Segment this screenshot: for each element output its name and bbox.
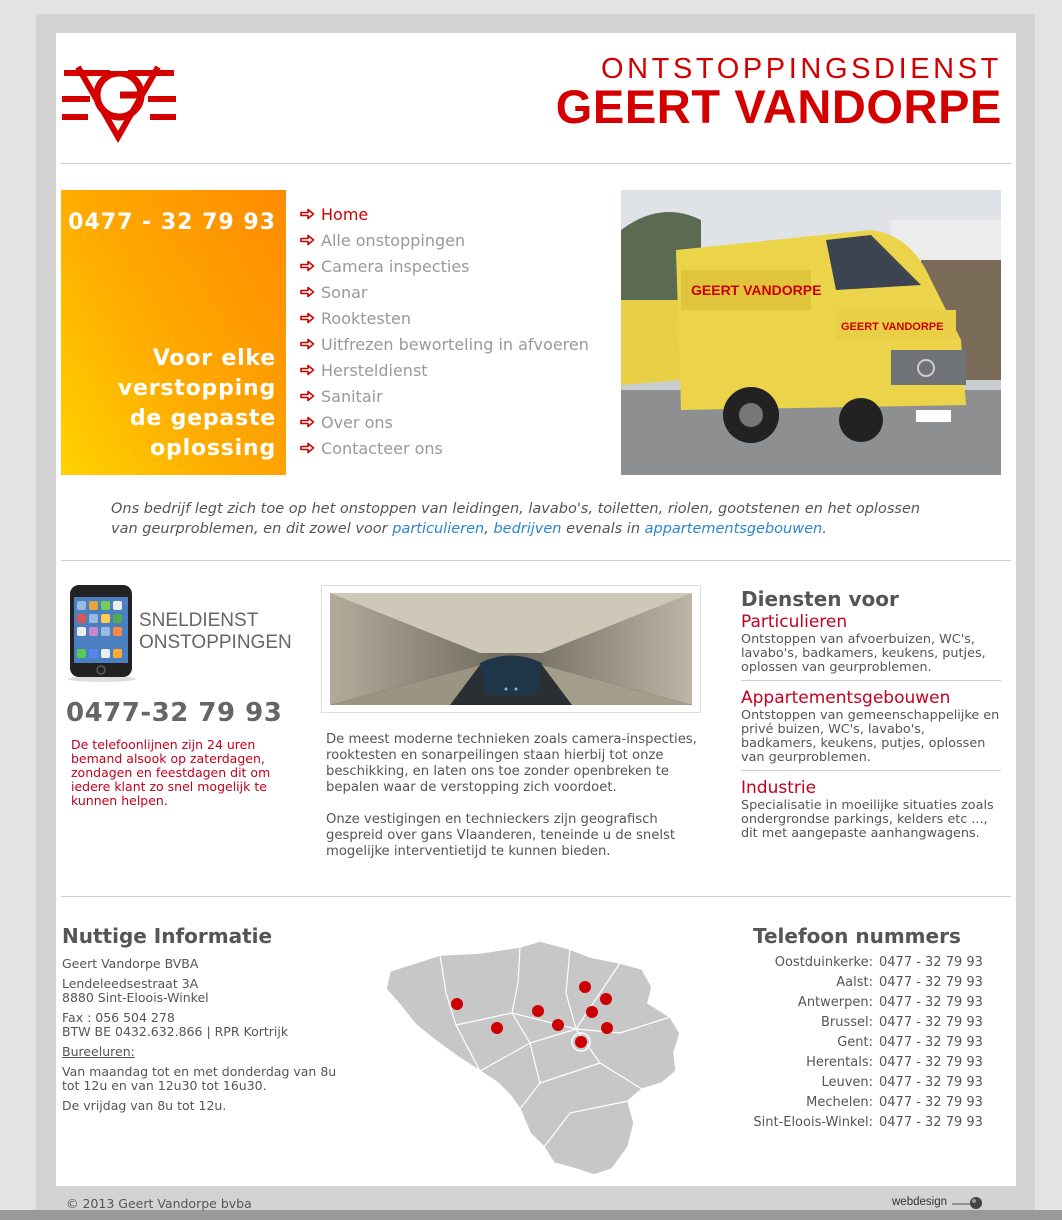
table-row [753,1052,983,1072]
arrow-right-icon [300,416,315,428]
techniques-text [326,732,711,876]
menu-item-label: Contacteer ons [321,438,443,458]
phone-value[interactable]: 0477 - 32 79 93 [879,1074,983,1090]
menu-item-label: Camera inspecties [321,256,470,276]
sneldienst-line: ONSTOPPINGEN [139,632,292,653]
service-link-appartementsgebouwen[interactable]: Appartementsgebouwen [741,688,951,708]
svg-text:GEERT VANDORPE: GEERT VANDORPE [841,321,944,333]
slogan-line: verstopping [117,376,276,401]
menu-item-label: Sanitair [321,386,383,406]
table-row [753,1032,983,1052]
table-row [753,1112,983,1132]
arrow-right-icon [300,338,315,350]
slogan-line: oplossing [150,436,276,461]
city-label: Leuven: [821,1074,873,1090]
services-title: Diensten voor [741,587,899,611]
table-row [753,1012,983,1032]
bottom-bar [0,1210,1062,1220]
city-label: Gent: [837,1034,873,1050]
intro-text-a: Ons bedrijf legt zich toe op het onstoppen van leidingen, lavabo's, toiletten, riolen, gootstenen en het oplossen van geurproblemen, en dit zowel voor [111,501,921,537]
table-row [753,972,983,992]
sneldienst-note: De telefoonlijnen zijn 24 uren bemand alsook op zaterdagen, zondagen en feestdagen dit om iedere klant zo snel mogelijk te kunnen helpen. [71,737,271,808]
divider [61,896,1011,897]
hero-banner [61,190,286,475]
table-row [753,1072,983,1092]
main-menu [300,201,589,461]
divider [61,163,1011,164]
city-label: Herentals: [806,1054,873,1070]
menu-item-hersteldienst[interactable] [300,357,589,383]
webdesign-logo-icon[interactable] [952,1195,992,1211]
phone-value[interactable]: 0477 - 32 79 93 [879,1094,983,1110]
city-label: Sint-Eloois-Winkel: [753,1114,873,1130]
office-hours-label: Bureeluren: [62,1044,135,1059]
service-link-industrie[interactable]: Industrie [741,778,817,798]
link-particulieren[interactable]: particulieren [392,521,485,537]
arrow-right-icon [300,442,315,454]
menu-item-label: Home [321,204,369,224]
table-row [753,992,983,1012]
service-link-particulieren[interactable]: Particulieren [741,612,848,632]
phone-numbers [753,924,993,1132]
city-label: Oostduinkerke: [774,954,873,970]
gv-logo-icon[interactable] [60,55,178,143]
hero-phone[interactable]: 0477 - 32 79 93 [68,210,276,235]
menu-item-contacteer-ons[interactable] [300,435,589,461]
office-hours-friday: De vrijdag van 8u tot 12u. [62,1098,227,1113]
hero-slogan [66,344,276,464]
table-row [753,1092,983,1112]
menu-item-sonar[interactable] [300,279,589,305]
phone-value[interactable]: 0477 - 32 79 93 [879,1014,983,1030]
services-panel [741,587,1001,852]
copyright: © 2013 Geert Vandorpe bvba [66,1196,252,1211]
slogan-line: de gepaste [129,406,276,431]
menu-item-label: Hersteldienst [321,360,428,380]
intro-separator: , [484,521,494,537]
techniques-paragraph: De meest moderne technieken zoals camera-inspecties, rooktesten en sonarpeilingen staan hierbij tot onze beschikking, en laten ons toe zonder openbreken te bepalen waar de verstopping zich voordoet. [326,732,697,795]
locations-paragraph: Onze vestigingen en technieckers zijn geografisch gespreid over gans Vlaanderen, teneinde u de snelst mogelijke interventietijd te kunnen bieden. [326,812,676,859]
menu-item-alle-onstoppingen[interactable] [300,227,589,253]
phone-value[interactable]: 0477 - 32 79 93 [879,1034,983,1050]
intro-text-c: . [822,521,827,537]
sewer-tunnel-photo [330,593,692,705]
city-label: Aalst: [836,974,873,990]
table-row [753,952,983,972]
company-name: Geert Vandorpe BVBA [62,956,199,971]
menu-item-over-ons[interactable] [300,409,589,435]
divider [61,560,1011,561]
city-label: Mechelen: [806,1094,873,1110]
service-section [741,777,1001,846]
phone-numbers-title: Telefoon nummers [753,924,961,948]
menu-item-sanitair[interactable] [300,383,589,409]
menu-item-label: Rooktesten [321,308,411,328]
service-desc: Specialisatie in moeilijke situaties zoals ondergrondse parkings, kelders etc ..., dit met aangepaste aanhangwagens. [741,798,994,841]
menu-item-rooktesten[interactable] [300,305,589,331]
webdesign-link[interactable]: webdesign [892,1196,947,1208]
address-city: 8880 Sint-Eloois-Winkel [62,990,209,1005]
arrow-right-icon [300,312,315,324]
arrow-right-icon [300,364,315,376]
link-bedrijven[interactable]: bedrijven [493,521,562,537]
phone-value[interactable]: 0477 - 32 79 93 [879,1054,983,1070]
slogan-line: Voor elke [152,346,276,371]
phone-numbers-table [753,952,983,1132]
city-label: Brussel: [820,1014,873,1030]
sneldienst-title [139,610,292,654]
useful-info [62,924,342,1119]
service-desc: Ontstoppen van afvoerbuizen, WC's, lavabo's, badkamers, keukens, putjes, oplossen van geurproblemen. [741,632,986,675]
belgium-map [380,933,692,1178]
address-street: Lendeleedsestraat 3A [62,976,199,991]
menu-item-camera-inspecties[interactable] [300,253,589,279]
intro-text [111,499,931,539]
arrow-right-icon [300,208,315,220]
menu-item-label: Uitfrezen beworteling in afvoeren [321,334,589,354]
service-van-photo [621,190,1001,475]
arrow-right-icon [300,260,315,272]
phone-value[interactable]: 0477 - 32 79 93 [879,994,983,1010]
menu-item-label: Alle onstoppingen [321,230,466,250]
sneldienst-line: SNELDIENST [139,610,259,631]
sewer-photo-frame [321,585,701,713]
city-label: Antwerpen: [797,994,873,1010]
menu-item-label: Sonar [321,282,368,302]
fax-number: Fax : 056 504 278 [62,1010,175,1025]
service-section [741,687,1001,771]
brand-subtitle: ONTSTOPPINGSDIENST [600,53,1002,85]
phone-value[interactable]: 0477 - 32 79 93 [879,974,983,990]
arrow-right-icon [300,234,315,246]
intro-text-b: evenals in [561,521,645,537]
link-appartementsgebouwen[interactable]: appartementsgebouwen [644,521,823,537]
smartphone-icon [62,583,142,683]
useful-info-title: Nuttige Informatie [62,924,273,948]
office-hours: Van maandag tot en met donderdag van 8u tot 12u en van 12u30 tot 16u30. [62,1064,337,1093]
svg-text:GEERT VANDORPE: GEERT VANDORPE [691,282,822,298]
brand-title: GEERT VANDORPE [555,80,1002,133]
arrow-right-icon [300,390,315,402]
arrow-right-icon [300,286,315,298]
vat-number: BTW BE 0432.632.866 | RPR Kortrijk [62,1024,289,1039]
sneldienst-phone[interactable]: 0477-32 79 93 [66,698,283,728]
page-content [56,33,1016,1186]
phone-value[interactable]: 0477 - 32 79 93 [879,954,983,970]
service-section [741,611,1001,681]
phone-value[interactable]: 0477 - 32 79 93 [879,1114,983,1130]
service-desc: Ontstoppen van gemeenschappelijke en privé buizen, WC's, lavabo's, badkamers, keukens, putjes, oplossen van geurproblemen. [741,708,1000,765]
menu-item-home[interactable] [300,201,589,227]
menu-item-label: Over ons [321,412,393,432]
menu-item-uitfrezen[interactable] [300,331,589,357]
